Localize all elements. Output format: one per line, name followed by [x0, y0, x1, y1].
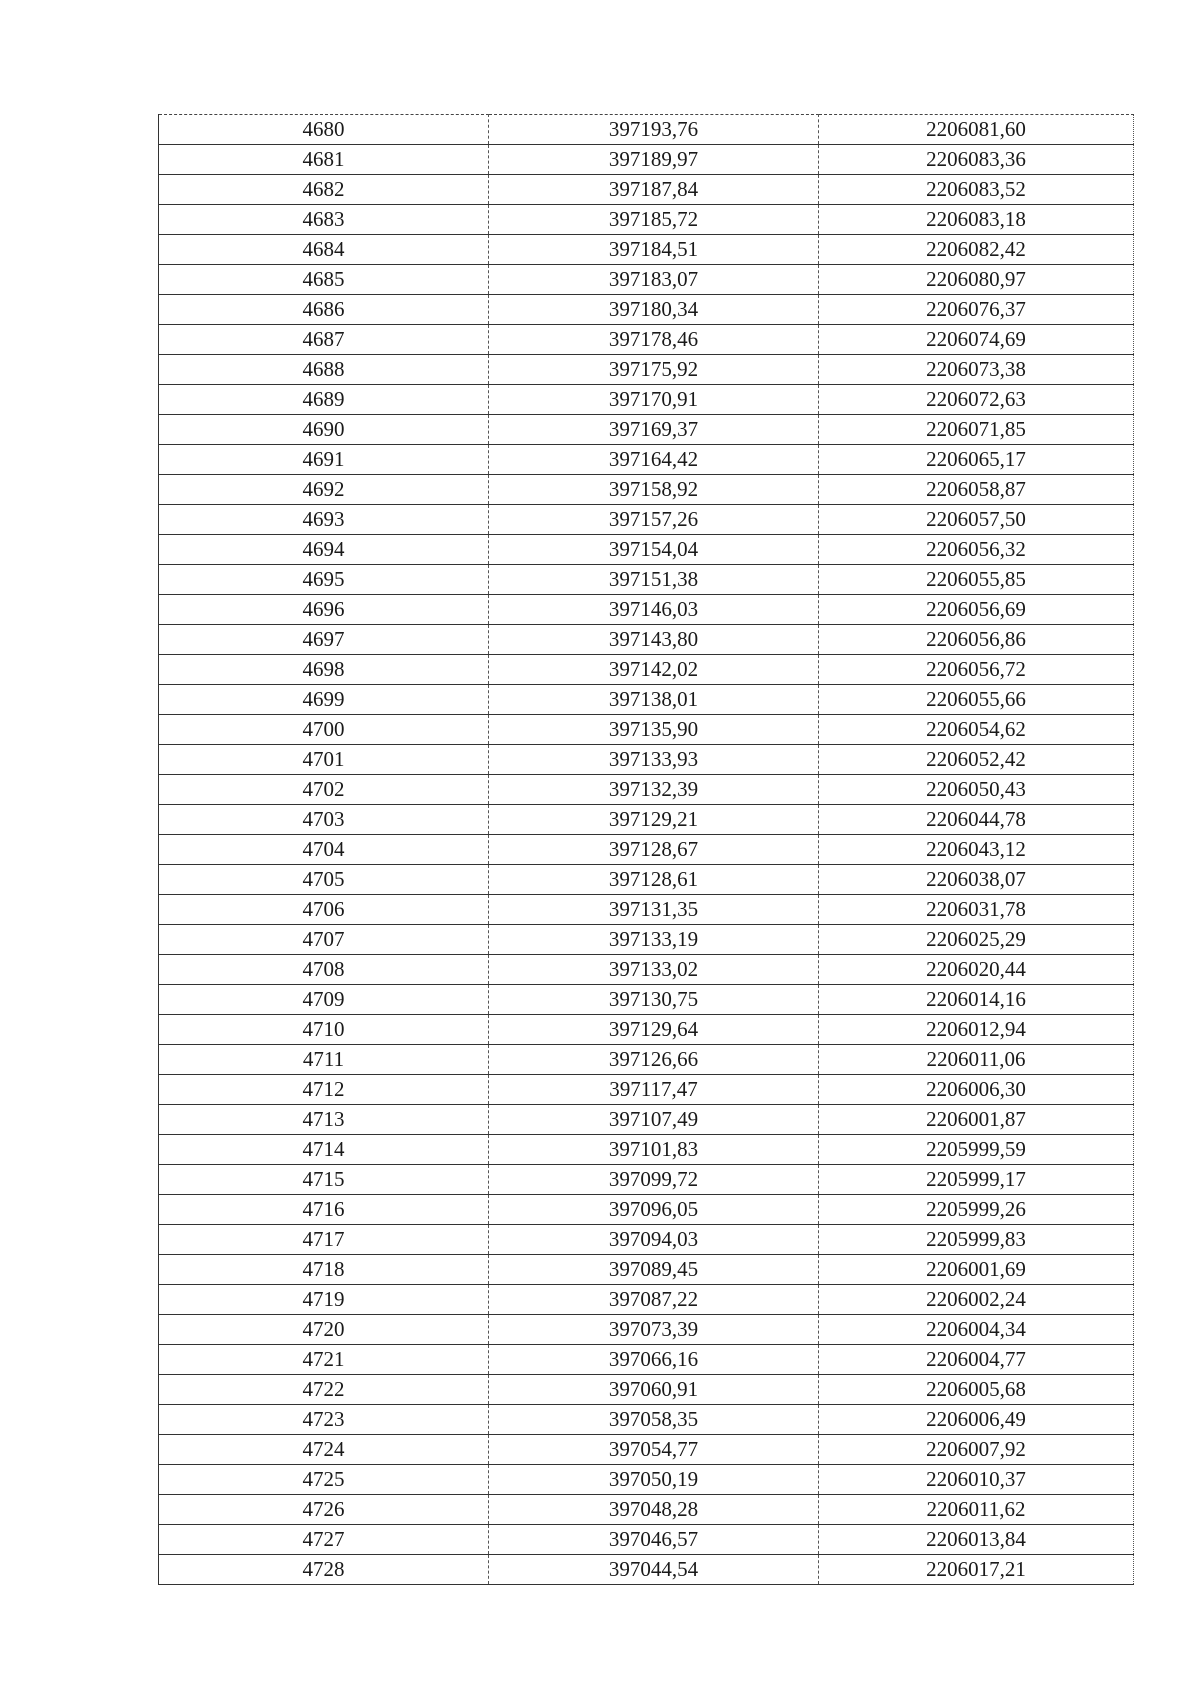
- y-coordinate-cell: 2206083,36: [819, 145, 1134, 175]
- table-row: [159, 1495, 1134, 1525]
- y-coordinate-cell: 2206083,18: [819, 205, 1134, 235]
- x-coordinate-cell: 397142,02: [489, 655, 819, 685]
- y-coordinate-cell: 2206038,07: [819, 865, 1134, 895]
- y-coordinate-cell: 2206001,87: [819, 1105, 1134, 1135]
- point-number-cell: 4692: [159, 475, 489, 505]
- point-number-cell: 4702: [159, 775, 489, 805]
- x-coordinate-cell: 397146,03: [489, 595, 819, 625]
- y-coordinate-cell: 2206004,34: [819, 1315, 1134, 1345]
- x-coordinate-cell: 397089,45: [489, 1255, 819, 1285]
- point-number-cell: 4686: [159, 295, 489, 325]
- y-coordinate-cell: 2206007,92: [819, 1435, 1134, 1465]
- table-row: [159, 1015, 1134, 1045]
- point-number-cell: 4713: [159, 1105, 489, 1135]
- y-coordinate-cell: 2205999,17: [819, 1165, 1134, 1195]
- table-row: [159, 655, 1134, 685]
- point-number-cell: 4711: [159, 1045, 489, 1075]
- table-row: [159, 685, 1134, 715]
- x-coordinate-cell: 397143,80: [489, 625, 819, 655]
- point-number-cell: 4724: [159, 1435, 489, 1465]
- point-number-cell: 4708: [159, 955, 489, 985]
- point-number-cell: 4689: [159, 385, 489, 415]
- table-row: [159, 535, 1134, 565]
- x-coordinate-cell: 397126,66: [489, 1045, 819, 1075]
- x-coordinate-cell: 397129,21: [489, 805, 819, 835]
- x-coordinate-cell: 397184,51: [489, 235, 819, 265]
- x-coordinate-cell: 397138,01: [489, 685, 819, 715]
- point-number-cell: 4687: [159, 325, 489, 355]
- y-coordinate-cell: 2205999,83: [819, 1225, 1134, 1255]
- point-number-cell: 4714: [159, 1135, 489, 1165]
- x-coordinate-cell: 397107,49: [489, 1105, 819, 1135]
- table-row: [159, 145, 1134, 175]
- point-number-cell: 4696: [159, 595, 489, 625]
- y-coordinate-cell: 2206076,37: [819, 295, 1134, 325]
- table-row: [159, 1375, 1134, 1405]
- table-row: [159, 505, 1134, 535]
- table-row: [159, 595, 1134, 625]
- point-number-cell: 4704: [159, 835, 489, 865]
- y-coordinate-cell: 2205999,26: [819, 1195, 1134, 1225]
- x-coordinate-cell: 397058,35: [489, 1405, 819, 1435]
- x-coordinate-cell: 397178,46: [489, 325, 819, 355]
- x-coordinate-cell: 397158,92: [489, 475, 819, 505]
- table-row: [159, 1225, 1134, 1255]
- table-row: [159, 865, 1134, 895]
- point-number-cell: 4723: [159, 1405, 489, 1435]
- x-coordinate-cell: 397169,37: [489, 415, 819, 445]
- y-coordinate-cell: 2206005,68: [819, 1375, 1134, 1405]
- table-row: [159, 265, 1134, 295]
- y-coordinate-cell: 2206056,86: [819, 625, 1134, 655]
- table-row: [159, 385, 1134, 415]
- y-coordinate-cell: 2206011,06: [819, 1045, 1134, 1075]
- y-coordinate-cell: 2206001,69: [819, 1255, 1134, 1285]
- x-coordinate-cell: 397101,83: [489, 1135, 819, 1165]
- table-row: [159, 1195, 1134, 1225]
- point-number-cell: 4715: [159, 1165, 489, 1195]
- x-coordinate-cell: 397187,84: [489, 175, 819, 205]
- y-coordinate-cell: 2206055,66: [819, 685, 1134, 715]
- point-number-cell: 4707: [159, 925, 489, 955]
- x-coordinate-cell: 397099,72: [489, 1165, 819, 1195]
- table-row: [159, 235, 1134, 265]
- point-number-cell: 4716: [159, 1195, 489, 1225]
- y-coordinate-cell: 2206058,87: [819, 475, 1134, 505]
- x-coordinate-cell: 397060,91: [489, 1375, 819, 1405]
- table-row: [159, 955, 1134, 985]
- point-number-cell: 4691: [159, 445, 489, 475]
- point-number-cell: 4698: [159, 655, 489, 685]
- table-row: [159, 925, 1134, 955]
- table-row: [159, 775, 1134, 805]
- point-number-cell: 4709: [159, 985, 489, 1015]
- table-row: [159, 1405, 1134, 1435]
- point-number-cell: 4681: [159, 145, 489, 175]
- y-coordinate-cell: 2206065,17: [819, 445, 1134, 475]
- table-row: [159, 475, 1134, 505]
- y-coordinate-cell: 2206055,85: [819, 565, 1134, 595]
- x-coordinate-cell: 397048,28: [489, 1495, 819, 1525]
- point-number-cell: 4693: [159, 505, 489, 535]
- point-number-cell: 4706: [159, 895, 489, 925]
- point-number-cell: 4699: [159, 685, 489, 715]
- point-number-cell: 4726: [159, 1495, 489, 1525]
- table-row: [159, 1255, 1134, 1285]
- x-coordinate-cell: 397133,19: [489, 925, 819, 955]
- y-coordinate-cell: 2206010,37: [819, 1465, 1134, 1495]
- table-row: [159, 415, 1134, 445]
- x-coordinate-cell: 397129,64: [489, 1015, 819, 1045]
- x-coordinate-cell: 397180,34: [489, 295, 819, 325]
- x-coordinate-cell: 397130,75: [489, 985, 819, 1015]
- x-coordinate-cell: 397066,16: [489, 1345, 819, 1375]
- y-coordinate-cell: 2206006,30: [819, 1075, 1134, 1105]
- table-row: [159, 1345, 1134, 1375]
- point-number-cell: 4700: [159, 715, 489, 745]
- table-row: [159, 565, 1134, 595]
- y-coordinate-cell: 2206044,78: [819, 805, 1134, 835]
- y-coordinate-cell: 2206004,77: [819, 1345, 1134, 1375]
- point-number-cell: 4680: [159, 115, 489, 145]
- x-coordinate-cell: 397087,22: [489, 1285, 819, 1315]
- x-coordinate-cell: 397157,26: [489, 505, 819, 535]
- y-coordinate-cell: 2206025,29: [819, 925, 1134, 955]
- y-coordinate-cell: 2206056,69: [819, 595, 1134, 625]
- y-coordinate-cell: 2206006,49: [819, 1405, 1134, 1435]
- table-row: [159, 805, 1134, 835]
- y-coordinate-cell: 2205999,59: [819, 1135, 1134, 1165]
- x-coordinate-cell: 397073,39: [489, 1315, 819, 1345]
- y-coordinate-cell: 2206012,94: [819, 1015, 1134, 1045]
- point-number-cell: 4720: [159, 1315, 489, 1345]
- y-coordinate-cell: 2206073,38: [819, 355, 1134, 385]
- y-coordinate-cell: 2206083,52: [819, 175, 1134, 205]
- y-coordinate-cell: 2206031,78: [819, 895, 1134, 925]
- x-coordinate-cell: 397133,02: [489, 955, 819, 985]
- y-coordinate-cell: 2206002,24: [819, 1285, 1134, 1315]
- table-row: [159, 1075, 1134, 1105]
- point-number-cell: 4685: [159, 265, 489, 295]
- y-coordinate-cell: 2206052,42: [819, 745, 1134, 775]
- point-number-cell: 4728: [159, 1555, 489, 1585]
- x-coordinate-cell: 397175,92: [489, 355, 819, 385]
- table-row: [159, 355, 1134, 385]
- table-row: [159, 1165, 1134, 1195]
- point-number-cell: 4718: [159, 1255, 489, 1285]
- point-number-cell: 4719: [159, 1285, 489, 1315]
- y-coordinate-cell: 2206013,84: [819, 1525, 1134, 1555]
- table-row: [159, 295, 1134, 325]
- table-row: [159, 175, 1134, 205]
- point-number-cell: 4705: [159, 865, 489, 895]
- table-row: [159, 1435, 1134, 1465]
- y-coordinate-cell: 2206057,50: [819, 505, 1134, 535]
- y-coordinate-cell: 2206081,60: [819, 115, 1134, 145]
- table-row: [159, 745, 1134, 775]
- y-coordinate-cell: 2206074,69: [819, 325, 1134, 355]
- point-number-cell: 4683: [159, 205, 489, 235]
- point-number-cell: 4695: [159, 565, 489, 595]
- y-coordinate-cell: 2206056,32: [819, 535, 1134, 565]
- x-coordinate-cell: 397131,35: [489, 895, 819, 925]
- table-row: [159, 895, 1134, 925]
- y-coordinate-cell: 2206054,62: [819, 715, 1134, 745]
- point-number-cell: 4682: [159, 175, 489, 205]
- y-coordinate-cell: 2206050,43: [819, 775, 1134, 805]
- point-number-cell: 4721: [159, 1345, 489, 1375]
- y-coordinate-cell: 2206020,44: [819, 955, 1134, 985]
- x-coordinate-cell: 397132,39: [489, 775, 819, 805]
- x-coordinate-cell: 397185,72: [489, 205, 819, 235]
- x-coordinate-cell: 397054,77: [489, 1435, 819, 1465]
- table-row: [159, 445, 1134, 475]
- y-coordinate-cell: 2206071,85: [819, 415, 1134, 445]
- table-row: [159, 115, 1134, 145]
- table-row: [159, 1285, 1134, 1315]
- point-number-cell: 4727: [159, 1525, 489, 1555]
- table-row: [159, 985, 1134, 1015]
- x-coordinate-cell: 397151,38: [489, 565, 819, 595]
- point-number-cell: 4684: [159, 235, 489, 265]
- x-coordinate-cell: 397128,61: [489, 865, 819, 895]
- point-number-cell: 4688: [159, 355, 489, 385]
- x-coordinate-cell: 397096,05: [489, 1195, 819, 1225]
- point-number-cell: 4701: [159, 745, 489, 775]
- point-number-cell: 4703: [159, 805, 489, 835]
- x-coordinate-cell: 397164,42: [489, 445, 819, 475]
- y-coordinate-cell: 2206017,21: [819, 1555, 1134, 1585]
- table-row: [159, 1465, 1134, 1495]
- y-coordinate-cell: 2206072,63: [819, 385, 1134, 415]
- point-number-cell: 4710: [159, 1015, 489, 1045]
- table-row: [159, 1045, 1134, 1075]
- table-row: [159, 1315, 1134, 1345]
- point-number-cell: 4697: [159, 625, 489, 655]
- point-number-cell: 4694: [159, 535, 489, 565]
- table-row: [159, 1555, 1134, 1585]
- y-coordinate-cell: 2206082,42: [819, 235, 1134, 265]
- x-coordinate-cell: 397128,67: [489, 835, 819, 865]
- x-coordinate-cell: 397183,07: [489, 265, 819, 295]
- point-number-cell: 4717: [159, 1225, 489, 1255]
- y-coordinate-cell: 2206056,72: [819, 655, 1134, 685]
- coordinates-table: [158, 114, 1134, 1585]
- table-row: [159, 205, 1134, 235]
- x-coordinate-cell: 397135,90: [489, 715, 819, 745]
- y-coordinate-cell: 2206014,16: [819, 985, 1134, 1015]
- x-coordinate-cell: 397193,76: [489, 115, 819, 145]
- coordinates-table-body: [159, 115, 1134, 1585]
- point-number-cell: 4690: [159, 415, 489, 445]
- x-coordinate-cell: 397044,54: [489, 1555, 819, 1585]
- x-coordinate-cell: 397189,97: [489, 145, 819, 175]
- y-coordinate-cell: 2206043,12: [819, 835, 1134, 865]
- y-coordinate-cell: 2206011,62: [819, 1495, 1134, 1525]
- x-coordinate-cell: 397154,04: [489, 535, 819, 565]
- x-coordinate-cell: 397117,47: [489, 1075, 819, 1105]
- table-row: [159, 835, 1134, 865]
- table-row: [159, 625, 1134, 655]
- table-row: [159, 325, 1134, 355]
- table-row: [159, 1105, 1134, 1135]
- point-number-cell: 4722: [159, 1375, 489, 1405]
- table-row: [159, 1525, 1134, 1555]
- point-number-cell: 4712: [159, 1075, 489, 1105]
- table-row: [159, 1135, 1134, 1165]
- table-row: [159, 715, 1134, 745]
- point-number-cell: 4725: [159, 1465, 489, 1495]
- x-coordinate-cell: 397094,03: [489, 1225, 819, 1255]
- x-coordinate-cell: 397133,93: [489, 745, 819, 775]
- x-coordinate-cell: 397170,91: [489, 385, 819, 415]
- x-coordinate-cell: 397050,19: [489, 1465, 819, 1495]
- x-coordinate-cell: 397046,57: [489, 1525, 819, 1555]
- y-coordinate-cell: 2206080,97: [819, 265, 1134, 295]
